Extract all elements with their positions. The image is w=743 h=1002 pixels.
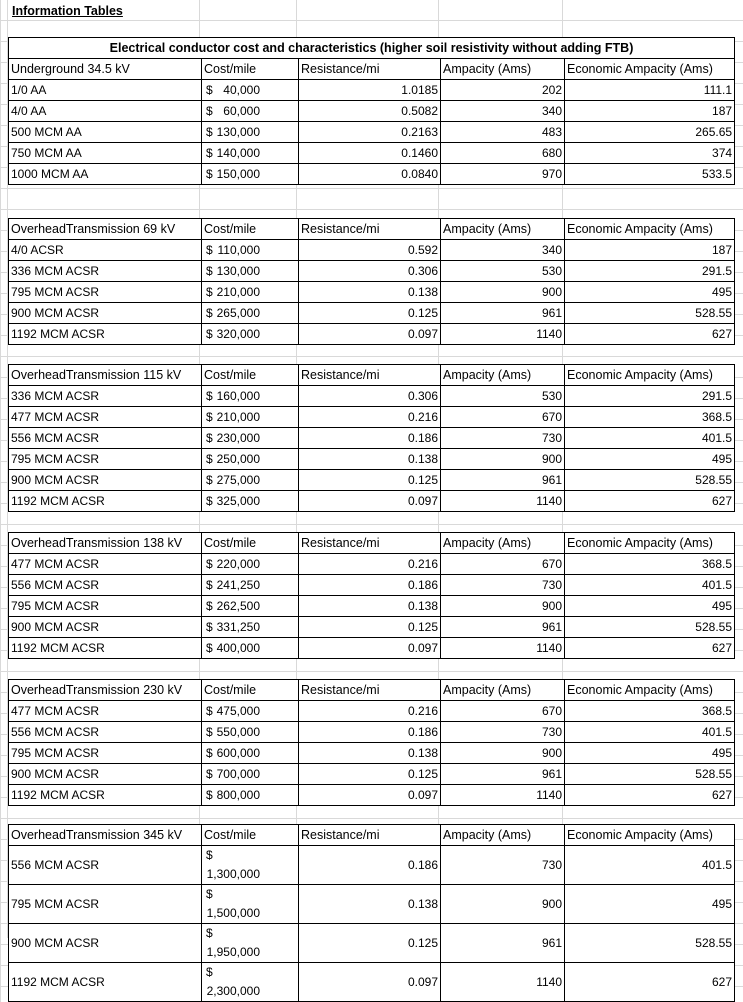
conductor-cell[interactable]: 556 MCM ACSR [9, 846, 202, 885]
cost-value: 400,000 [216, 640, 260, 655]
table-row [9, 303, 735, 324]
resistance-cell[interactable]: 0.216 [299, 701, 441, 722]
economic-ampacity-cell[interactable]: 187 [565, 101, 735, 122]
economic-ampacity-cell[interactable]: 528.55 [565, 303, 735, 324]
cost-cell[interactable] [202, 554, 299, 575]
cost-value: 800,000 [216, 787, 260, 802]
resistance-cell[interactable]: 0.097 [299, 324, 441, 345]
cost-value: 130,000 [216, 124, 260, 139]
conductor-cell[interactable]: 1/0 AA [9, 80, 202, 101]
table-row [9, 143, 735, 164]
resistance-cell[interactable]: 0.125 [299, 764, 441, 785]
ampacity-cell[interactable]: 730 [441, 428, 565, 449]
cost-value: 600,000 [216, 745, 260, 760]
ampacity-cell[interactable]: 730 [441, 846, 565, 885]
column-header[interactable]: Resistance/mi [299, 533, 441, 554]
ampacity-cell[interactable]: 730 [441, 722, 565, 743]
cost-cell[interactable] [202, 386, 299, 407]
economic-ampacity-cell[interactable]: 528.55 [565, 924, 735, 963]
economic-ampacity-cell[interactable]: 533.5 [565, 164, 735, 185]
column-header[interactable]: Resistance/mi [299, 219, 441, 240]
table-row [9, 240, 735, 261]
column-header[interactable]: Cost/mile [202, 365, 299, 386]
currency-symbol: $ [206, 619, 213, 634]
cost-cell[interactable] [202, 596, 299, 617]
currency-symbol: $ [206, 82, 213, 97]
cost-cell[interactable] [202, 449, 299, 470]
currency-symbol: $ [206, 472, 213, 487]
cost-value: 2,300,000 [206, 984, 260, 998]
cost-cell[interactable] [202, 470, 299, 491]
conductor-cell[interactable]: 900 MCM ACSR [9, 617, 202, 638]
resistance-cell[interactable]: 0.216 [299, 554, 441, 575]
resistance-cell[interactable]: 0.125 [299, 924, 441, 963]
ampacity-cell[interactable]: 530 [441, 386, 565, 407]
cost-cell[interactable] [202, 722, 299, 743]
ampacity-cell[interactable]: 970 [441, 164, 565, 185]
economic-ampacity-cell[interactable]: 368.5 [565, 554, 735, 575]
cost-value: 275,000 [216, 472, 260, 487]
resistance-cell[interactable]: 0.186 [299, 846, 441, 885]
cost-cell[interactable] [202, 282, 299, 303]
ampacity-cell[interactable]: 961 [441, 764, 565, 785]
table-caption[interactable]: Electrical conductor cost and characteristics (higher soil resistivity without adding FTB) [9, 38, 735, 59]
cost-cell[interactable] [202, 638, 299, 659]
economic-ampacity-cell[interactable]: 495 [565, 282, 735, 303]
table-row [9, 491, 735, 512]
column-header[interactable]: Economic Ampacity (Ams) [565, 680, 735, 701]
cost-cell[interactable] [202, 491, 299, 512]
column-header[interactable]: Ampacity (Ams) [441, 825, 565, 846]
conductor-table [8, 37, 735, 185]
table-row [9, 101, 735, 122]
cost-value: 550,000 [216, 724, 260, 739]
conductor-cell[interactable]: 477 MCM ACSR [9, 407, 202, 428]
economic-ampacity-cell[interactable]: 627 [565, 638, 735, 659]
resistance-cell[interactable]: 0.186 [299, 428, 441, 449]
column-header[interactable]: Cost/mile [202, 680, 299, 701]
cost-cell[interactable] [202, 80, 299, 101]
resistance-cell[interactable]: 0.306 [299, 261, 441, 282]
cost-value: 210,000 [216, 284, 260, 299]
economic-ampacity-cell[interactable]: 291.5 [565, 386, 735, 407]
cost-value: 320,000 [216, 326, 260, 341]
cost-value: 60,000 [223, 103, 260, 118]
cost-cell[interactable] [202, 261, 299, 282]
cost-cell[interactable] [202, 240, 299, 261]
resistance-cell[interactable]: 0.097 [299, 785, 441, 806]
column-header[interactable]: Resistance/mi [299, 825, 441, 846]
conductor-cell[interactable]: 1000 MCM AA [9, 164, 202, 185]
currency-symbol: $ [206, 263, 213, 278]
cost-value: 262,500 [216, 598, 260, 613]
resistance-cell[interactable]: 0.216 [299, 407, 441, 428]
currency-symbol: $ [206, 305, 213, 320]
ampacity-cell[interactable]: 1140 [441, 638, 565, 659]
resistance-cell[interactable]: 0.097 [299, 963, 441, 1002]
currency-symbol: $ [206, 493, 213, 508]
column-header[interactable]: Ampacity (Ams) [441, 365, 565, 386]
table-row [9, 407, 735, 428]
resistance-cell[interactable]: 1.0185 [299, 80, 441, 101]
economic-ampacity-cell[interactable]: 401.5 [565, 575, 735, 596]
resistance-cell[interactable]: 0.125 [299, 470, 441, 491]
conductor-cell[interactable]: 1192 MCM ACSR [9, 491, 202, 512]
conductor-cell[interactable]: 750 MCM AA [9, 143, 202, 164]
currency-symbol: $ [206, 242, 213, 257]
table-row [9, 722, 735, 743]
header-row [9, 680, 735, 701]
ampacity-cell[interactable]: 961 [441, 617, 565, 638]
conductor-cell[interactable]: 900 MCM ACSR [9, 303, 202, 324]
economic-ampacity-cell[interactable]: 111.1 [565, 80, 735, 101]
ampacity-cell[interactable]: 202 [441, 80, 565, 101]
table-row [9, 470, 735, 491]
resistance-cell[interactable]: 0.138 [299, 449, 441, 470]
conductor-cell[interactable]: 1192 MCM ACSR [9, 785, 202, 806]
header-row [9, 825, 735, 846]
ampacity-cell[interactable]: 900 [441, 282, 565, 303]
cost-cell[interactable] [202, 617, 299, 638]
cost-cell[interactable] [202, 164, 299, 185]
currency-symbol: $ [206, 848, 213, 862]
conductor-cell[interactable]: 4/0 ACSR [9, 240, 202, 261]
cost-cell[interactable] [202, 407, 299, 428]
column-header[interactable]: OverheadTransmission 115 kV [9, 365, 202, 386]
column-header[interactable]: Economic Ampacity (Ams) [565, 365, 735, 386]
ampacity-cell[interactable]: 1140 [441, 963, 565, 1002]
cost-value: 110,000 [217, 242, 260, 257]
ampacity-cell[interactable]: 1140 [441, 491, 565, 512]
cost-value: 220,000 [216, 556, 260, 571]
currency-symbol: $ [206, 640, 213, 655]
resistance-cell[interactable]: 0.306 [299, 386, 441, 407]
ampacity-cell[interactable]: 340 [441, 240, 565, 261]
conductor-table [8, 679, 735, 806]
cost-value: 325,000 [216, 493, 260, 508]
cost-cell[interactable] [202, 963, 299, 1002]
column-header[interactable]: Ampacity (Ams) [441, 680, 565, 701]
resistance-cell[interactable]: 0.186 [299, 722, 441, 743]
column-header[interactable]: Economic Ampacity (Ams) [565, 59, 735, 80]
table-row [9, 617, 735, 638]
economic-ampacity-cell[interactable]: 627 [565, 324, 735, 345]
conductor-cell[interactable]: 477 MCM ACSR [9, 701, 202, 722]
page-title: Information Tables [12, 4, 123, 18]
header-row [9, 219, 735, 240]
cost-value: 130,000 [216, 263, 260, 278]
resistance-cell[interactable]: 0.2163 [299, 122, 441, 143]
economic-ampacity-cell[interactable]: 528.55 [565, 764, 735, 785]
table-row [9, 924, 735, 963]
resistance-cell[interactable]: 0.138 [299, 282, 441, 303]
cost-value: 150,000 [216, 166, 260, 181]
column-header[interactable]: Resistance/mi [299, 680, 441, 701]
currency-symbol: $ [206, 703, 213, 718]
cost-value: 1,950,000 [206, 945, 260, 959]
header-row [9, 59, 735, 80]
cost-cell[interactable] [202, 428, 299, 449]
column-header[interactable]: Cost/mile [202, 219, 299, 240]
column-header[interactable]: Underground 34.5 kV [9, 59, 202, 80]
table-row [9, 846, 735, 885]
ampacity-cell[interactable]: 900 [441, 596, 565, 617]
economic-ampacity-cell[interactable]: 265.65 [565, 122, 735, 143]
conductor-cell[interactable]: 795 MCM ACSR [9, 743, 202, 764]
cost-value: 40,000 [223, 82, 260, 97]
conductor-cell[interactable]: 556 MCM ACSR [9, 575, 202, 596]
table-row [9, 164, 735, 185]
currency-symbol: $ [206, 745, 213, 760]
resistance-cell[interactable]: 0.097 [299, 638, 441, 659]
resistance-cell[interactable]: 0.097 [299, 491, 441, 512]
economic-ampacity-cell[interactable]: 401.5 [565, 428, 735, 449]
ampacity-cell[interactable]: 1140 [441, 785, 565, 806]
cost-value: 265,000 [216, 305, 260, 320]
conductor-cell[interactable]: 1192 MCM ACSR [9, 638, 202, 659]
column-header[interactable]: OverheadTransmission 69 kV [9, 219, 202, 240]
cost-cell[interactable] [202, 785, 299, 806]
conductor-cell[interactable]: 900 MCM ACSR [9, 470, 202, 491]
table-row [9, 261, 735, 282]
cost-value: 250,000 [216, 451, 260, 466]
conductor-cell[interactable]: 795 MCM ACSR [9, 885, 202, 924]
currency-symbol: $ [206, 409, 213, 424]
ampacity-cell[interactable]: 900 [441, 449, 565, 470]
ampacity-cell[interactable]: 900 [441, 885, 565, 924]
ampacity-cell[interactable]: 670 [441, 407, 565, 428]
column-header[interactable]: Ampacity (Ams) [441, 219, 565, 240]
cost-value: 1,300,000 [206, 867, 260, 881]
economic-ampacity-cell[interactable]: 495 [565, 743, 735, 764]
table-row [9, 785, 735, 806]
cost-cell[interactable] [202, 846, 299, 885]
conductor-cell[interactable]: 900 MCM ACSR [9, 924, 202, 963]
currency-symbol: $ [206, 926, 213, 940]
ampacity-cell[interactable]: 961 [441, 470, 565, 491]
currency-symbol: $ [206, 577, 213, 592]
table-row [9, 80, 735, 101]
column-header[interactable]: Economic Ampacity (Ams) [565, 825, 735, 846]
currency-symbol: $ [206, 887, 213, 901]
cost-cell[interactable] [202, 743, 299, 764]
economic-ampacity-cell[interactable]: 627 [565, 491, 735, 512]
cost-value: 1,500,000 [206, 906, 260, 920]
conductor-cell[interactable]: 556 MCM ACSR [9, 722, 202, 743]
table-row [9, 963, 735, 1002]
currency-symbol: $ [206, 326, 213, 341]
currency-symbol: $ [206, 166, 213, 181]
economic-ampacity-cell[interactable]: 368.5 [565, 407, 735, 428]
resistance-cell[interactable]: 0.138 [299, 885, 441, 924]
cost-cell[interactable] [202, 885, 299, 924]
economic-ampacity-cell[interactable]: 627 [565, 785, 735, 806]
column-header[interactable]: Resistance/mi [299, 59, 441, 80]
table-row [9, 282, 735, 303]
ampacity-cell[interactable]: 961 [441, 303, 565, 324]
conductor-table [8, 532, 735, 659]
resistance-cell[interactable]: 0.5082 [299, 101, 441, 122]
economic-ampacity-cell[interactable]: 401.5 [565, 846, 735, 885]
ampacity-cell[interactable]: 483 [441, 122, 565, 143]
table-row [9, 764, 735, 785]
resistance-cell[interactable]: 0.138 [299, 743, 441, 764]
table-row [9, 428, 735, 449]
cost-cell[interactable] [202, 101, 299, 122]
column-header[interactable]: OverheadTransmission 345 kV [9, 825, 202, 846]
conductor-cell[interactable]: 900 MCM ACSR [9, 764, 202, 785]
column-header[interactable]: Cost/mile [202, 59, 299, 80]
conductor-table [8, 218, 735, 345]
cost-value: 160,000 [216, 388, 260, 403]
ampacity-cell[interactable]: 670 [441, 701, 565, 722]
conductor-cell[interactable]: 477 MCM ACSR [9, 554, 202, 575]
economic-ampacity-cell[interactable]: 495 [565, 596, 735, 617]
table-row [9, 575, 735, 596]
economic-ampacity-cell[interactable]: 528.55 [565, 617, 735, 638]
column-header[interactable]: Ampacity (Ams) [441, 533, 565, 554]
table-row [9, 449, 735, 470]
resistance-cell[interactable]: 0.138 [299, 596, 441, 617]
conductor-cell[interactable]: 336 MCM ACSR [9, 386, 202, 407]
column-header[interactable]: Cost/mile [202, 533, 299, 554]
currency-symbol: $ [206, 145, 213, 160]
conductor-cell[interactable]: 795 MCM ACSR [9, 282, 202, 303]
ampacity-cell[interactable]: 530 [441, 261, 565, 282]
resistance-cell[interactable]: 0.125 [299, 303, 441, 324]
currency-symbol: $ [206, 556, 213, 571]
conductor-table [8, 824, 735, 1002]
ampacity-cell[interactable]: 900 [441, 743, 565, 764]
conductor-cell[interactable]: 1192 MCM ACSR [9, 324, 202, 345]
cost-cell[interactable] [202, 122, 299, 143]
table-row [9, 638, 735, 659]
economic-ampacity-cell[interactable]: 368.5 [565, 701, 735, 722]
cost-cell[interactable] [202, 303, 299, 324]
conductor-cell[interactable]: 500 MCM AA [9, 122, 202, 143]
cost-cell[interactable] [202, 924, 299, 963]
economic-ampacity-cell[interactable]: 495 [565, 449, 735, 470]
conductor-cell[interactable]: 795 MCM ACSR [9, 449, 202, 470]
economic-ampacity-cell[interactable]: 291.5 [565, 261, 735, 282]
column-header[interactable]: Economic Ampacity (Ams) [565, 219, 735, 240]
header-row [9, 365, 735, 386]
ampacity-cell[interactable]: 961 [441, 924, 565, 963]
ampacity-cell[interactable]: 670 [441, 554, 565, 575]
table-row [9, 554, 735, 575]
column-header[interactable]: Cost/mile [202, 825, 299, 846]
header-row [9, 533, 735, 554]
currency-symbol: $ [206, 430, 213, 445]
table-row [9, 885, 735, 924]
currency-symbol: $ [206, 724, 213, 739]
conductor-cell[interactable]: 795 MCM ACSR [9, 596, 202, 617]
table-row [9, 701, 735, 722]
cost-value: 230,000 [216, 430, 260, 445]
resistance-cell[interactable]: 0.0840 [299, 164, 441, 185]
currency-symbol: $ [206, 284, 213, 299]
economic-ampacity-cell[interactable]: 528.55 [565, 470, 735, 491]
column-header[interactable]: OverheadTransmission 138 kV [9, 533, 202, 554]
currency-symbol: $ [206, 598, 213, 613]
table-row [9, 324, 735, 345]
economic-ampacity-cell[interactable]: 495 [565, 885, 735, 924]
currency-symbol: $ [206, 388, 213, 403]
economic-ampacity-cell[interactable]: 187 [565, 240, 735, 261]
ampacity-cell[interactable]: 340 [441, 101, 565, 122]
table-row [9, 122, 735, 143]
economic-ampacity-cell[interactable]: 627 [565, 963, 735, 1002]
currency-symbol: $ [206, 103, 213, 118]
column-header[interactable]: Economic Ampacity (Ams) [565, 533, 735, 554]
cost-cell[interactable] [202, 764, 299, 785]
table-row [9, 386, 735, 407]
currency-symbol: $ [206, 451, 213, 466]
conductor-cell[interactable]: 556 MCM ACSR [9, 428, 202, 449]
cost-value: 475,000 [216, 703, 260, 718]
conductor-cell[interactable]: 4/0 AA [9, 101, 202, 122]
currency-symbol: $ [206, 787, 213, 802]
resistance-cell[interactable]: 0.186 [299, 575, 441, 596]
resistance-cell[interactable]: 0.125 [299, 617, 441, 638]
cost-cell[interactable] [202, 143, 299, 164]
ampacity-cell[interactable]: 730 [441, 575, 565, 596]
cost-cell[interactable] [202, 701, 299, 722]
currency-symbol: $ [206, 965, 213, 979]
column-header[interactable]: OverheadTransmission 230 kV [9, 680, 202, 701]
cost-value: 210,000 [216, 409, 260, 424]
cost-value: 241,250 [216, 577, 260, 592]
currency-symbol: $ [206, 766, 213, 781]
table-row [9, 743, 735, 764]
table-row [9, 596, 735, 617]
conductor-cell[interactable]: 1192 MCM ACSR [9, 963, 202, 1002]
cost-cell[interactable] [202, 575, 299, 596]
column-header[interactable]: Ampacity (Ams) [441, 59, 565, 80]
cost-value: 140,000 [216, 145, 260, 160]
economic-ampacity-cell[interactable]: 374 [565, 143, 735, 164]
currency-symbol: $ [206, 124, 213, 139]
column-header[interactable]: Resistance/mi [299, 365, 441, 386]
cost-value: 700,000 [216, 766, 260, 781]
resistance-cell[interactable]: 0.592 [299, 240, 441, 261]
conductor-cell[interactable]: 336 MCM ACSR [9, 261, 202, 282]
ampacity-cell[interactable]: 1140 [441, 324, 565, 345]
economic-ampacity-cell[interactable]: 401.5 [565, 722, 735, 743]
cost-value: 331,250 [216, 619, 260, 634]
ampacity-cell[interactable]: 680 [441, 143, 565, 164]
resistance-cell[interactable]: 0.1460 [299, 143, 441, 164]
cost-cell[interactable] [202, 324, 299, 345]
conductor-table [8, 364, 735, 512]
